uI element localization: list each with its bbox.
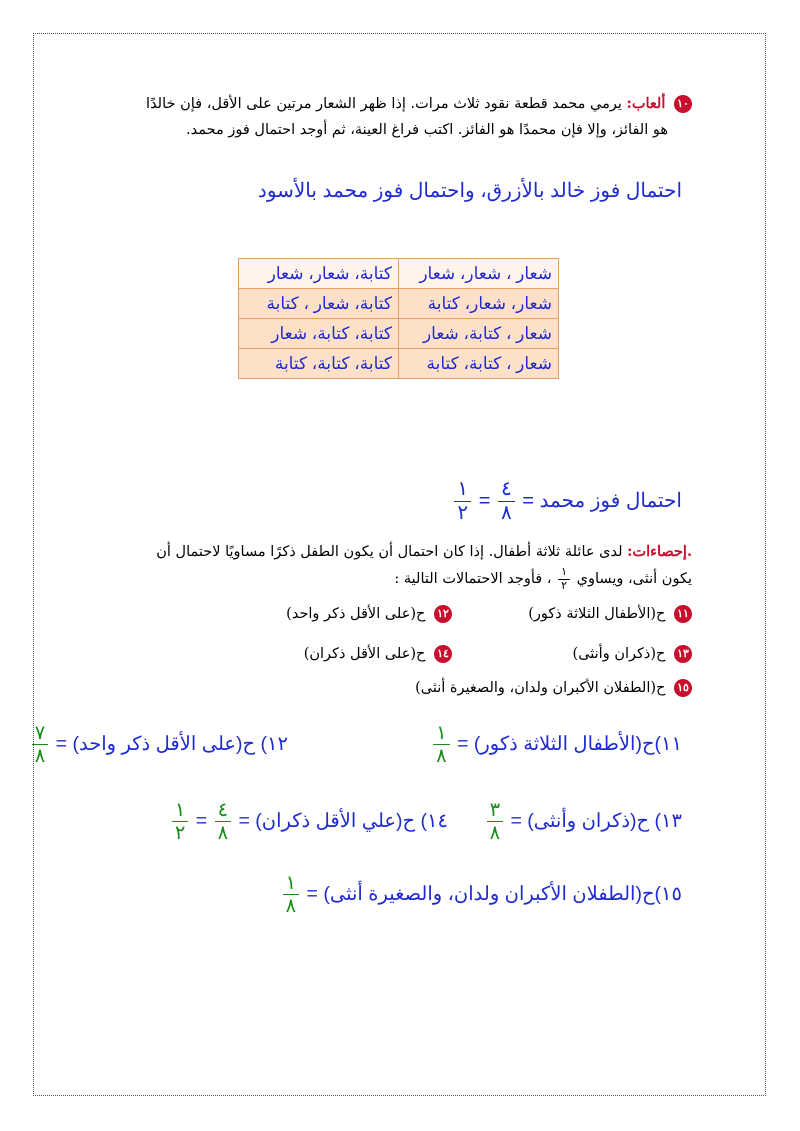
answer-15-text: ١٥)ح(الطفلان الأكبران ولدان، والصغيرة أنثى) = bbox=[306, 883, 682, 906]
stats-line2 bbox=[394, 566, 692, 592]
fraction-denominator: ٨ bbox=[489, 822, 501, 845]
answer-12 bbox=[30, 722, 288, 768]
q10-label: ألعاب: bbox=[626, 95, 666, 112]
fraction bbox=[283, 872, 299, 918]
fraction bbox=[215, 799, 231, 845]
answer-11 bbox=[431, 722, 682, 768]
fraction-denominator: ٢ bbox=[561, 578, 568, 592]
item-text: ح(الطفلان الأكبران ولدان، والصغيرة أنثى) bbox=[415, 680, 666, 696]
item-number-badge: ١٤ bbox=[434, 645, 452, 663]
mohammed-win-text: احتمال فوز محمد = bbox=[522, 489, 682, 512]
answer-13-text: ١٣) ح(ذكران وأنثى) = bbox=[510, 810, 682, 833]
answer-13 bbox=[485, 799, 682, 845]
item-number-badge: ١٣ bbox=[674, 645, 692, 663]
table-cell: كتابة، شعار، شعار bbox=[239, 259, 399, 289]
stats-item bbox=[286, 605, 452, 623]
fraction-numerator: ١ bbox=[172, 799, 188, 822]
item-number-badge: ١٥ bbox=[674, 679, 692, 697]
fraction bbox=[172, 799, 188, 845]
q10-line1 bbox=[146, 95, 692, 113]
table-cell: كتابة، كتابة، شعار bbox=[239, 319, 399, 349]
table-row bbox=[239, 259, 559, 289]
q10-number-badge: ١٠ bbox=[674, 95, 692, 113]
answer-14-text: ١٤) ح(علي الأقل ذكران) = bbox=[238, 810, 448, 833]
stats-item bbox=[415, 679, 692, 697]
fraction-denominator: ٨ bbox=[285, 895, 297, 918]
table-cell: شعار ، كتابة، شعار bbox=[399, 319, 559, 349]
answer-note: احتمال فوز خالد بالأزرق، واحتمال فوز محمد بالأسود bbox=[257, 180, 682, 202]
table-cell: شعار، شعار، كتابة bbox=[399, 289, 559, 319]
stats-text-line2a: يكون أنثى، ويساوي bbox=[576, 571, 692, 588]
stats-text-line1: لدى عائلة ثلاثة أطفال. إذا كان احتمال أن يكون الطفل ذكرًا مساويًا لاحتمال أن bbox=[156, 544, 623, 560]
table-row bbox=[239, 349, 559, 379]
fraction-numerator: ٤ bbox=[498, 478, 515, 502]
item-number-badge: ١٢ bbox=[434, 605, 452, 623]
fraction-denominator: ٢ bbox=[457, 502, 469, 524]
table-row bbox=[239, 289, 559, 319]
answer-15 bbox=[281, 872, 682, 918]
item-number-badge: ١١ bbox=[674, 605, 692, 623]
fraction bbox=[498, 478, 515, 525]
answer-12-text: ١٢) ح(على الأقل ذكر واحد) = bbox=[55, 733, 288, 756]
mohammed-win-line bbox=[452, 478, 682, 525]
fraction-numerator: ١ bbox=[433, 722, 449, 745]
fraction-numerator: ٣ bbox=[487, 799, 503, 822]
equals-sign: = bbox=[478, 489, 491, 512]
half-fraction bbox=[558, 566, 570, 592]
fraction-denominator: ٨ bbox=[500, 502, 512, 524]
fraction bbox=[32, 722, 48, 768]
fraction-numerator: ١ bbox=[558, 566, 570, 580]
fraction bbox=[454, 478, 471, 525]
stats-line1 bbox=[156, 543, 692, 560]
item-text: ح(على الأقل ذكران) bbox=[303, 646, 426, 662]
sample-space-table bbox=[238, 258, 559, 379]
fraction-denominator: ٨ bbox=[436, 745, 447, 768]
fraction-numerator: ١ bbox=[454, 478, 471, 502]
fraction bbox=[487, 799, 503, 845]
equals-sign: = bbox=[195, 810, 208, 833]
stats-item bbox=[304, 645, 452, 663]
table-cell: شعار ، كتابة، كتابة bbox=[399, 349, 559, 379]
fraction-denominator: ٢ bbox=[174, 822, 186, 845]
table-cell: كتابة، شعار ، كتابة bbox=[239, 289, 399, 319]
table-row bbox=[239, 319, 559, 349]
item-text: ح(على الأقل ذكر واحد) bbox=[286, 606, 426, 622]
item-text: ح(ذكران وأنثى) bbox=[572, 646, 666, 662]
item-text: ح(الأطفال الثلاثة ذكور) bbox=[528, 606, 666, 622]
stats-item bbox=[573, 645, 692, 663]
fraction bbox=[433, 722, 449, 768]
answer-14 bbox=[170, 799, 448, 845]
fraction-numerator: ٧ bbox=[32, 722, 48, 745]
stats-item bbox=[528, 605, 692, 623]
fraction-numerator: ١ bbox=[283, 872, 299, 895]
answer-11-text: ١١)ح(الأطفال الثلاثة ذكور) = bbox=[457, 733, 682, 756]
stats-text-line2b: ، فأوجد الاحتمالات التالية : bbox=[394, 571, 552, 588]
fraction-denominator: ٨ bbox=[34, 745, 46, 768]
q10-text-line2: هو الفائز، وإلا فإن محمدًا هو الفائز. اكتب فراغ العينة، ثم أوجد احتمال فوز محمد. bbox=[186, 122, 668, 138]
stats-label: .إحصاءات: bbox=[627, 543, 692, 560]
fraction-denominator: ٨ bbox=[217, 822, 229, 845]
table-cell: شعار ، شعار، شعار bbox=[399, 259, 559, 289]
fraction-numerator: ٤ bbox=[215, 799, 231, 822]
table-cell: كتابة، كتابة، كتابة bbox=[239, 349, 399, 379]
q10-text-line1: يرمي محمد قطعة نقود ثلاث مرات. إذا ظهر الشعار مرتين على الأقل، فإن خالدًا bbox=[146, 96, 622, 112]
